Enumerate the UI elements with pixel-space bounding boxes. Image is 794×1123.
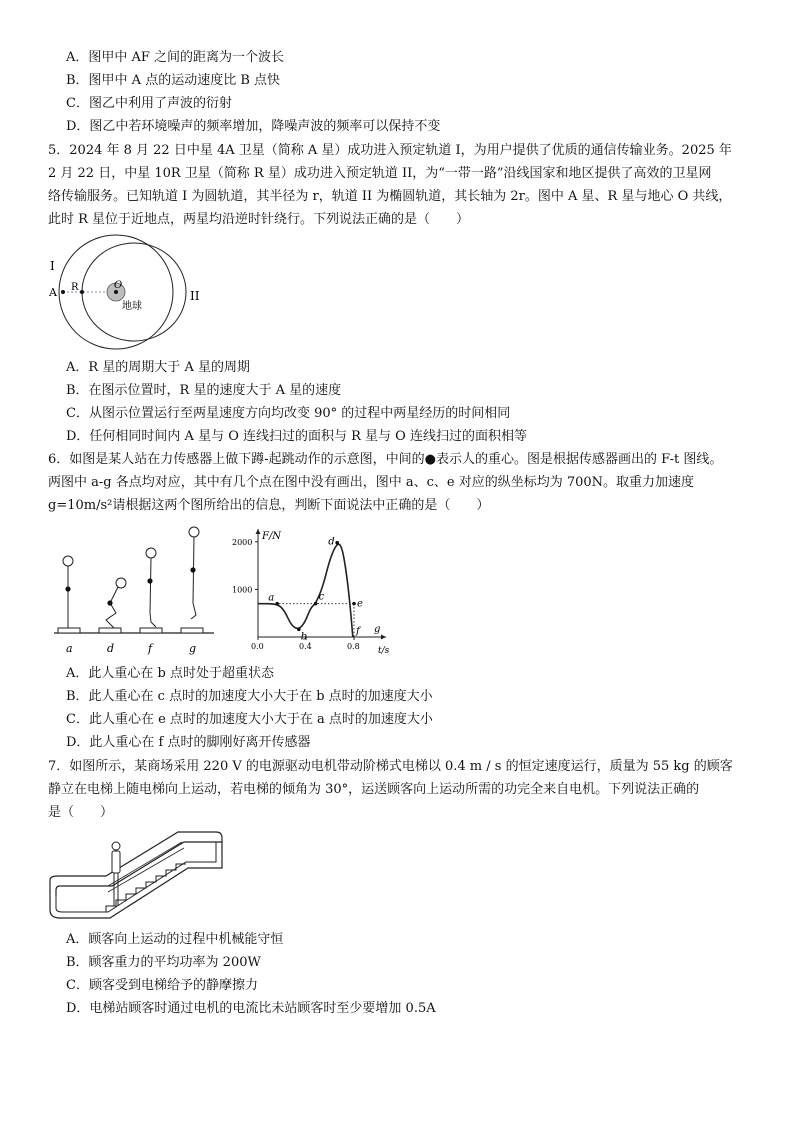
q5-orbit-figure [44, 230, 214, 358]
q6-person-figure [52, 523, 220, 658]
q7-option-c: C．顾客受到电梯给予的静摩擦力 [66, 978, 258, 993]
q6-option-b: B．此人重心在 c 点时的加速度大小大于在 b 点时的加速度大小 [66, 689, 433, 704]
q5-stem-line-4: 此时 R 星位于近地点，两星均沿逆时针绕行。下列说法正确的是（ ） [48, 212, 470, 227]
q7-stem-line-2: 静立在电梯上随电梯向上运动，若电梯的倾角为 30°，运送顾客向上运动所需的功完全来自电机。下列说法正确的 [48, 782, 700, 797]
person-label-d: d [107, 642, 115, 655]
q6-force-time-chart [228, 525, 396, 659]
q5-option-b: B．在图示位置时，R 星的速度大于 A 星的速度 [66, 383, 342, 398]
q6-option-d: D．此人重心在 f 点时的脚刚好离开传感器 [66, 735, 311, 750]
point-c [314, 602, 318, 606]
x-axis-label: t/s [378, 646, 390, 656]
sensor-pad-g [181, 628, 203, 633]
person-g [189, 527, 199, 619]
sensor-pad-d [99, 628, 121, 633]
q6-stem-line-1: 6．如图是某人站在力传感器上做下蹲-起跳动作的示意图，中间的●表示人的重心。图是根据传感器画出的 F-t 图线。 [48, 452, 723, 467]
person-a [63, 556, 73, 628]
q5-stem-line-2: 2 月 22 日，中星 10R 卫星（简称 R 星）成功进入预定轨道 II，为“一带一路”沿线国家和地区提供了高效的卫星网 [48, 166, 712, 181]
q7-escalator-figure [46, 826, 226, 922]
force-curve [258, 544, 353, 637]
q7-option-a: A．顾客向上运动的过程中机械能守恒 [66, 932, 284, 947]
q7-stem-line-3: 是（ ） [48, 805, 114, 820]
q5-option-a: A．R 星的周期大于 A 星的周期 [66, 360, 250, 375]
sensor-pad-a [58, 628, 80, 633]
point-group [268, 537, 380, 643]
escalator-base [50, 842, 222, 918]
y-tick-label: 2000 [232, 537, 253, 547]
point-label-g: g [374, 624, 381, 635]
q7-option-d: D．电梯站顾客时通过电机的电流比未站顾客时至少要增加 0.5A [66, 1001, 436, 1016]
q7-option-b: B．顾客重力的平均功率为 200W [66, 955, 261, 970]
point-label-b: b [300, 631, 308, 643]
satellite-r-label: R [71, 282, 79, 293]
earth-center-label: O [114, 280, 123, 291]
x-axis-arrow-icon [381, 635, 386, 640]
q5-stem-line-1: 5．2024 年 8 月 22 日中星 4A 卫星（简称 A 星）成功进入预定轨道 I，为用户提供了优质的通信传输业务。2025 年 [48, 143, 732, 158]
earth-label: 地球 [122, 301, 142, 312]
y-tick-label: 1000 [232, 585, 253, 595]
point-a [275, 602, 279, 606]
q5-option-c: C．从图示位置运行至两星速度方向均改变 90° 的过程中两星经历的时间相同 [66, 406, 511, 421]
q6-stem-line-3: g=10m/s²请根据这两个图所给出的信息，判断下面说法中正确的是（ ） [48, 498, 490, 513]
point-label-e: e [357, 598, 363, 610]
y-axis-arrow-icon [256, 529, 261, 534]
y-axis-label: F/N [262, 531, 282, 542]
point-label-a: a [268, 592, 275, 604]
q6-option-c: C．此人重心在 e 点时的加速度大小大于在 a 点时的加速度大小 [66, 712, 433, 727]
q4-option-a: A．图甲中 AF 之间的距离为一个波长 [66, 50, 285, 65]
person-d [106, 578, 126, 628]
orbit-2-ellipse [82, 243, 186, 341]
handrail [50, 832, 222, 896]
q4-option-d: D．图乙中若环境噪声的频率增加，降噪声波的频率可以保持不变 [66, 119, 441, 134]
q4-option-c: C．图乙中利用了声波的衍射 [66, 96, 232, 111]
satellite-a-label: A [49, 286, 57, 299]
orbit-1-label: I [50, 259, 55, 273]
sensor-pad-f [140, 628, 162, 633]
person-label-a: a [66, 642, 73, 655]
person-label-g: g [189, 642, 197, 655]
tick-group [232, 538, 360, 651]
point-label-f: f [356, 626, 360, 637]
q4-option-b: B．图甲中 A 点的运动速度比 B 点快 [66, 73, 281, 88]
q6-stem-line-2: 两图中 a-g 各点均对应，其中有几个点在图中没有画出，图中 a、c、e 对应的纵坐标均为 700N。取重力加速度 [48, 475, 695, 490]
q6-option-a: A．此人重心在 b 点时处于超重状态 [66, 666, 274, 681]
point-label-d: d [328, 536, 335, 548]
q5-option-d: D．任何相同时间内 A 星与 O 连线扫过的面积与 R 星与 O 连线扫过的面积相等 [66, 429, 527, 444]
q5-stem-line-3: 络传输服务。已知轨道 I 为圆轨道，其半径为 r，轨道 II 为椭圆轨道，其长轴为 2r。图中 A 星、R 星与地心 O 共线， [48, 189, 732, 204]
x-tick-label: 0.0 [251, 642, 264, 651]
customer-figure [112, 842, 120, 906]
x-tick-label: 0.8 [347, 642, 360, 651]
satellite-r-dot [80, 290, 84, 294]
q7-stem-line-1: 7．如图所示，某商场采用 220 V 的电源驱动电机带动阶梯式电梯以 0.4 m / s 的恒定速度运行，质量为 55 kg 的顾客 [48, 759, 733, 774]
point-d [335, 541, 339, 545]
point-label-c: c [318, 591, 325, 603]
orbit-2-label: II [190, 289, 200, 303]
person-f [146, 548, 156, 627]
person-label-f: f [148, 642, 153, 655]
satellite-a-dot [61, 290, 65, 294]
point-e [352, 602, 356, 606]
x-tick-label: 0.4 [299, 642, 312, 651]
